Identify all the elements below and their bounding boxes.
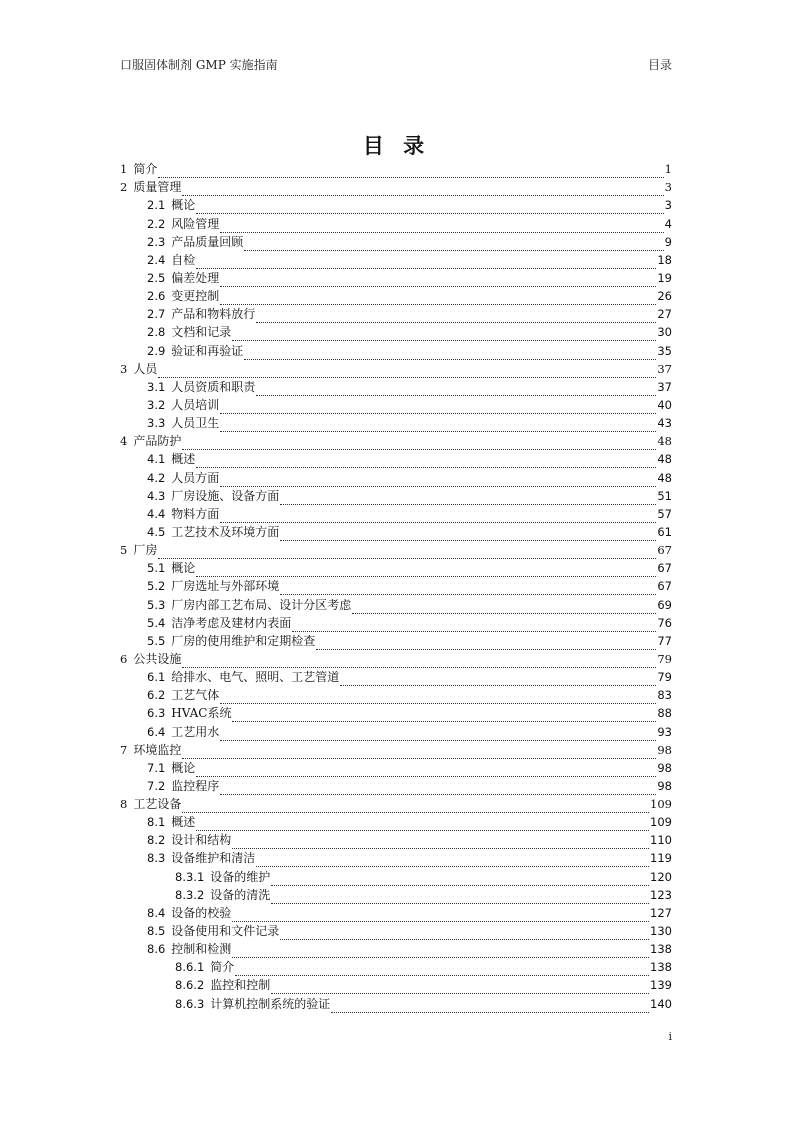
toc-entry-label: HVAC系统 [171,706,232,721]
toc-entry-page: 37 [657,379,672,394]
toc-entry-page: 67 [657,579,672,594]
toc-entry-number: 3 [120,361,128,376]
toc-entry-label: 概述 [171,815,196,830]
toc-entry[interactable] [120,523,672,541]
toc-entry[interactable] [120,940,672,958]
toc-entry[interactable] [120,650,672,668]
toc-entry-number: 8.6.2 [175,978,205,993]
toc-entry-number: 2 [120,180,128,195]
toc-entry-page: 30 [657,325,672,340]
toc-entry-label: 工艺用水 [171,724,220,739]
toc-entry-page: 76 [657,615,672,630]
toc-entry[interactable] [120,922,672,940]
toc-entry-page: 57 [657,506,672,521]
dot-leader [331,998,649,1013]
toc-entry-page: 18 [657,252,672,267]
toc-entry-number: 4.3 [147,488,166,503]
toc-entry-page: 48 [657,452,672,467]
toc-entry-number: 5.3 [147,597,166,612]
toc-entry-page: 69 [657,597,672,612]
toc-entry[interactable] [120,323,672,341]
toc-entry-label: 工艺技术及环境方面 [171,524,280,539]
toc-entry-number: 6.2 [147,688,166,703]
toc-entry[interactable] [120,994,672,1012]
toc-entry-label: 质量管理 [133,180,182,195]
dot-leader [292,617,656,632]
toc-entry-label: 概论 [171,561,196,576]
toc-entry-page: 119 [650,851,672,866]
toc-entry[interactable] [120,759,672,777]
toc-entry-label: 概述 [171,452,196,467]
toc-entry-page: 3 [664,180,672,195]
toc-entry-label: 简介 [133,162,158,177]
toc-entry-page: 120 [650,869,672,884]
dot-leader [256,308,656,323]
toc-entry[interactable] [120,686,672,704]
toc-entry-page: 109 [650,815,672,830]
toc-entry[interactable] [120,595,672,613]
toc-entry[interactable] [120,160,672,178]
toc-entry-page: 48 [657,470,672,485]
toc-entry[interactable] [120,541,672,559]
toc-entry-number: 8.3.1 [175,869,205,884]
toc-entry-number: 6.1 [147,670,166,685]
toc-entry[interactable] [120,795,672,813]
dot-leader [196,254,656,269]
dot-leader [196,816,649,831]
dot-leader [352,599,656,614]
dot-leader [196,562,656,577]
dot-leader [232,326,656,341]
toc-entry-label: 变更控制 [171,289,220,304]
dot-leader [158,163,663,178]
toc-entry-label: 工艺气体 [171,688,220,703]
toc-entry-label: 给排水、电气、照明、工艺管道 [171,670,340,685]
section-name: 目录 [647,58,672,72]
toc-entry-page: 138 [650,960,672,975]
toc-entry-number: 2.7 [147,307,166,322]
toc-entry-label: 简介 [210,960,235,975]
toc-entry[interactable] [120,505,672,523]
toc-entry[interactable] [120,849,672,867]
toc-entry-number: 6 [120,651,128,666]
toc-entry-number: 7 [120,742,128,757]
toc-entry-label: 人员方面 [171,470,220,485]
toc-entry-page: 93 [657,724,672,739]
toc-entry-label: 厂房 [133,543,158,558]
toc-entry-number: 2.4 [147,252,166,267]
toc-entry-page: 51 [657,488,672,503]
toc-entry-page: 35 [657,343,672,358]
dot-leader [280,580,656,595]
toc-entry-label: 设备使用和文件记录 [171,924,280,939]
toc-entry-page: 67 [657,543,672,558]
toc-entry-page: 98 [657,742,672,757]
toc-entry-number: 6.3 [147,706,166,721]
toc-entry-number: 8.6 [147,942,166,957]
toc-entry[interactable] [120,287,672,305]
toc-entry[interactable] [120,777,672,795]
toc-entry-page: 110 [650,833,672,848]
toc-entry-label: 自检 [171,252,196,267]
dot-leader [232,907,649,922]
toc-entry-page: 77 [657,633,672,648]
toc-entry-label: 厂房内部工艺布局、设计分区考虑 [171,597,352,612]
toc-entry[interactable] [120,668,672,686]
dot-leader [280,490,656,505]
dot-leader [182,798,649,813]
toc-entry-page: 26 [657,289,672,304]
toc-entry-label: 概论 [171,198,196,213]
toc-entry-page: 98 [657,760,672,775]
dot-leader [232,834,649,849]
toc-entry-number: 2.9 [147,343,166,358]
toc-entry-label: 厂房选址与外部环境 [171,579,280,594]
toc-entry-label: 产品质量回顾 [171,234,244,249]
toc-entry-number: 5 [120,543,128,558]
toc-entry-number: 5.1 [147,561,166,576]
toc-entry[interactable] [120,741,672,759]
toc-entry-page: 19 [657,270,672,285]
toc-entry-label: 人员 [133,361,158,376]
toc-entry-label: 监控和控制 [210,978,271,993]
toc-entry-page: 127 [650,905,672,920]
dot-leader [158,544,656,559]
toc-entry[interactable] [120,396,672,414]
toc-entry-page: 123 [650,887,672,902]
toc-entry-label: 公共设施 [133,651,182,666]
toc-entry-label: 概论 [171,760,196,775]
toc-entry-label: 工艺设备 [133,797,182,812]
toc-entry[interactable] [120,178,672,196]
toc-entry-number: 7.2 [147,778,166,793]
toc-entry[interactable] [120,414,672,432]
toc-entry-page: 3 [664,198,672,213]
toc-entry[interactable] [120,813,672,831]
toc-entry-number: 4.4 [147,506,166,521]
dot-leader [220,508,656,523]
toc-entry-label: 控制和检测 [171,942,232,957]
dot-leader [220,689,656,704]
toc-entry[interactable] [120,305,672,323]
toc-entry-label: 监控程序 [171,778,220,793]
toc-entry-label: 风险管理 [171,216,220,231]
toc-entry-label: 产品和物料放行 [171,307,256,322]
toc-entry-label: 物料方面 [171,506,220,521]
toc-entry[interactable] [120,958,672,976]
dot-leader [196,762,656,777]
toc-entry[interactable] [120,196,672,214]
toc-entry-label: 设备维护和清洁 [171,851,256,866]
toc-entry[interactable] [120,233,672,251]
toc-entry-page: 9 [664,234,672,249]
toc-entry[interactable] [120,886,672,904]
dot-leader [220,399,656,414]
toc-entry-number: 8.1 [147,815,166,830]
toc-entry-page: 1 [664,162,672,177]
toc-entry-page: 61 [657,524,672,539]
toc-entry-page: 88 [657,706,672,721]
toc-entry[interactable] [120,450,672,468]
toc-entry-page: 139 [650,978,672,993]
toc-entry-page: 27 [657,307,672,322]
toc-entry[interactable] [120,559,672,577]
toc-entry-page: 37 [657,361,672,376]
toc-entry-label: 产品防护 [133,434,182,449]
toc-entry[interactable] [120,904,672,922]
dot-leader [158,363,656,378]
dot-leader [340,671,656,686]
document-title: 口服固体制剂 GMP 实施指南 [120,58,278,72]
toc-entry-number: 3.3 [147,416,166,431]
toc-entry[interactable] [120,632,672,650]
table-of-contents [120,160,672,1013]
toc-entry-label: 厂房设施、设备方面 [171,488,280,503]
toc-entry[interactable] [120,378,672,396]
toc-entry-page: 67 [657,561,672,576]
page-title: 目 录 [362,134,431,158]
toc-entry-label: 人员培训 [171,397,220,412]
dot-leader [220,417,656,432]
dot-leader [235,961,649,976]
toc-entry[interactable] [120,487,672,505]
toc-entry-label: 文档和记录 [171,325,232,340]
dot-leader [182,653,656,668]
toc-entry-number: 2.2 [147,216,166,231]
toc-entry[interactable] [120,831,672,849]
toc-entry[interactable] [120,251,672,269]
dot-leader [256,852,649,867]
dot-leader [244,236,663,251]
toc-entry-number: 8.5 [147,924,166,939]
toc-entry[interactable] [120,722,672,740]
toc-entry-number: 5.4 [147,615,166,630]
toc-entry-label: 洁净考虑及建材内表面 [171,615,292,630]
toc-entry-number: 5.2 [147,579,166,594]
toc-entry-page: 43 [657,416,672,431]
toc-entry-number: 1 [120,162,128,177]
toc-entry[interactable] [120,432,672,450]
toc-entry-label: 环境监控 [133,742,182,757]
toc-entry[interactable] [120,214,672,232]
toc-entry-page: 138 [650,942,672,957]
toc-entry-label: 计算机控制系统的验证 [210,996,331,1011]
toc-entry-label: 验证和再验证 [171,343,244,358]
toc-entry[interactable] [120,468,672,486]
dot-leader [182,181,663,196]
toc-entry-number: 2.8 [147,325,166,340]
toc-entry[interactable] [120,341,672,359]
toc-entry-label: 人员卫生 [171,416,220,431]
toc-entry-page: 140 [650,996,672,1011]
toc-entry-page: 48 [657,434,672,449]
toc-entry-page: 4 [664,216,672,231]
page-number: i [668,1030,672,1043]
toc-entry[interactable] [120,360,672,378]
toc-entry-number: 2.6 [147,289,166,304]
dot-leader [232,943,649,958]
toc-entry-number: 5.5 [147,633,166,648]
toc-entry-number: 8.3 [147,851,166,866]
toc-entry-number: 6.4 [147,724,166,739]
dot-leader [220,218,663,233]
toc-entry[interactable] [120,577,672,595]
dot-leader [220,472,656,487]
toc-entry-number: 4 [120,434,128,449]
dot-leader [220,780,656,795]
dot-leader [182,435,656,450]
toc-entry-number: 8 [120,797,128,812]
toc-entry-number: 8.6.3 [175,996,205,1011]
toc-entry-label: 设备的校验 [171,905,232,920]
toc-entry-number: 2.1 [147,198,166,213]
toc-entry-label: 厂房的使用维护和定期检查 [171,633,316,648]
toc-entry-number: 8.3.2 [175,887,205,902]
toc-entry-page: 79 [657,651,672,666]
toc-entry-label: 设备的清洗 [210,887,271,902]
toc-entry[interactable] [120,269,672,287]
toc-entry[interactable] [120,614,672,632]
toc-entry-number: 4.5 [147,524,166,539]
dot-leader [196,453,656,468]
toc-entry[interactable] [120,704,672,722]
toc-entry-page: 98 [657,778,672,793]
dot-leader [271,871,649,886]
toc-entry-number: 2.3 [147,234,166,249]
toc-entry-label: 偏差处理 [171,270,220,285]
dot-leader [280,526,656,541]
toc-entry-number: 4.1 [147,452,166,467]
toc-entry-page: 130 [650,924,672,939]
dot-leader [232,707,656,722]
toc-entry-number: 2.5 [147,270,166,285]
toc-entry-number: 8.6.1 [175,960,205,975]
toc-entry-page: 109 [650,797,672,812]
toc-entry-number: 3.2 [147,397,166,412]
dot-leader [256,381,656,396]
toc-entry-number: 8.2 [147,833,166,848]
toc-entry[interactable] [120,976,672,994]
toc-entry[interactable] [120,867,672,885]
toc-entry-number: 3.1 [147,379,166,394]
toc-entry-page: 40 [657,397,672,412]
dot-leader [220,290,656,305]
dot-leader [196,199,663,214]
dot-leader [280,925,649,940]
toc-entry-number: 4.2 [147,470,166,485]
dot-leader [271,889,649,904]
toc-entry-number: 8.4 [147,905,166,920]
dot-leader [271,979,649,994]
toc-entry-label: 设计和结构 [171,833,232,848]
dot-leader [220,272,656,287]
toc-entry-page: 83 [657,688,672,703]
toc-entry-page: 79 [657,670,672,685]
dot-leader [220,726,656,741]
toc-entry-label: 设备的维护 [210,869,271,884]
dot-leader [244,345,656,360]
dot-leader [182,744,656,759]
toc-entry-label: 人员资质和职责 [171,379,256,394]
dot-leader [316,635,656,650]
toc-entry-number: 7.1 [147,760,166,775]
